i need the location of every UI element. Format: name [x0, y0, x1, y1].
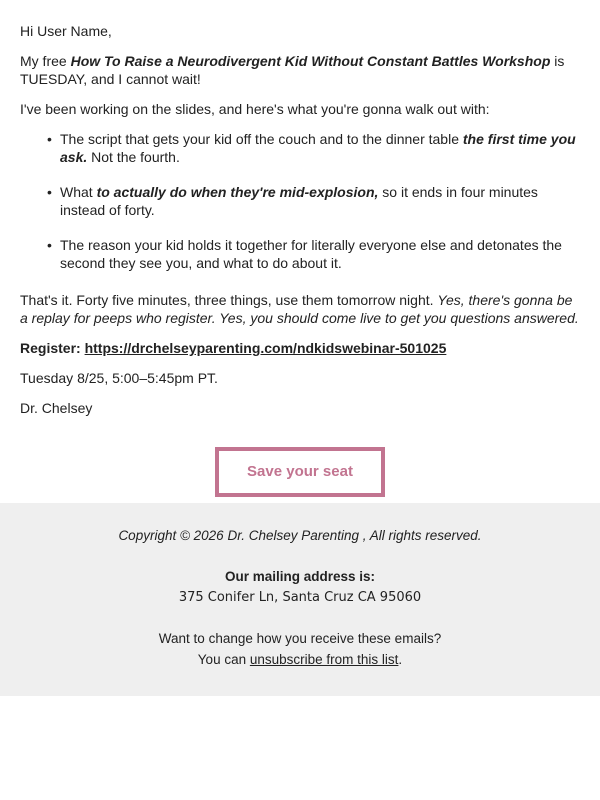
- register-link[interactable]: https://drchelseyparenting.com/ndkidswebinar-501025: [84, 340, 447, 356]
- list-item: [47, 183, 580, 219]
- bullet-text-after: so it ends in four minutes instead of forty.: [60, 184, 538, 218]
- mailing-address: 375 Conifer Ln, Santa Cruz CA 95060: [178, 590, 422, 605]
- email-footer: [0, 503, 600, 696]
- greeting: Hi User Name,: [20, 23, 112, 39]
- list-item: [47, 236, 580, 272]
- wrapup-plain: That's it. Forty five minutes, three things, use them tomorrow night.: [20, 292, 438, 308]
- wrapup-paragraph: [20, 291, 580, 327]
- register-row: [20, 339, 580, 357]
- cta-container: [0, 447, 600, 497]
- bullet-text: The script that gets your kid off the couch and to the dinner table: [60, 131, 463, 147]
- slides-line: I've been working on the slides, and here's what you're gonna walk out with:: [20, 101, 490, 117]
- unsubscribe-line: [0, 649, 600, 670]
- register-label: Register:: [20, 340, 85, 356]
- workshop-title: How To Raise a Neurodivergent Kid Without Constant Battles Workshop: [70, 53, 551, 69]
- bullet-dot-icon: •: [47, 237, 52, 253]
- unsubscribe-suffix: .: [398, 652, 403, 667]
- preferences-line: Want to change how you receive these emails?: [158, 631, 442, 646]
- wrapup-italic: Yes, there's gonna be a replay for peeps who register. Yes, you should come live to get you questions answered.: [20, 292, 579, 326]
- save-seat-button[interactable]: Save your seat: [215, 447, 385, 497]
- mailing-address-heading: Our mailing address is:: [224, 569, 376, 584]
- takeaways-list: [20, 130, 580, 272]
- signature: Dr. Chelsey: [20, 400, 93, 416]
- unsubscribe-link[interactable]: unsubscribe from this list: [249, 652, 399, 667]
- copyright-text: Copyright © 2026 Dr. Chelsey Parenting , All rights reserved.: [118, 528, 482, 543]
- bullet-emphasis: to actually do when they're mid-explosion,: [96, 184, 379, 200]
- bullet-text: What: [60, 184, 97, 200]
- bullet-emphasis: the first time you ask.: [60, 131, 576, 165]
- bullet-dot-icon: •: [47, 131, 52, 147]
- intro-lead: My free: [20, 53, 71, 69]
- unsubscribe-prefix: You can: [197, 652, 250, 667]
- intro-paragraph: [20, 52, 580, 88]
- intro-tail: is TUESDAY, and I cannot wait!: [20, 53, 565, 87]
- bullet-text: The reason your kid holds it together for literally everyone else and detonates the second they see you, and what to do about it.: [60, 237, 562, 271]
- list-item: [47, 130, 580, 166]
- bullet-dot-icon: •: [47, 184, 52, 200]
- bullet-text-after: Not the fourth.: [87, 149, 180, 165]
- event-datetime: Tuesday 8/25, 5:00–5:45pm PT.: [20, 370, 218, 386]
